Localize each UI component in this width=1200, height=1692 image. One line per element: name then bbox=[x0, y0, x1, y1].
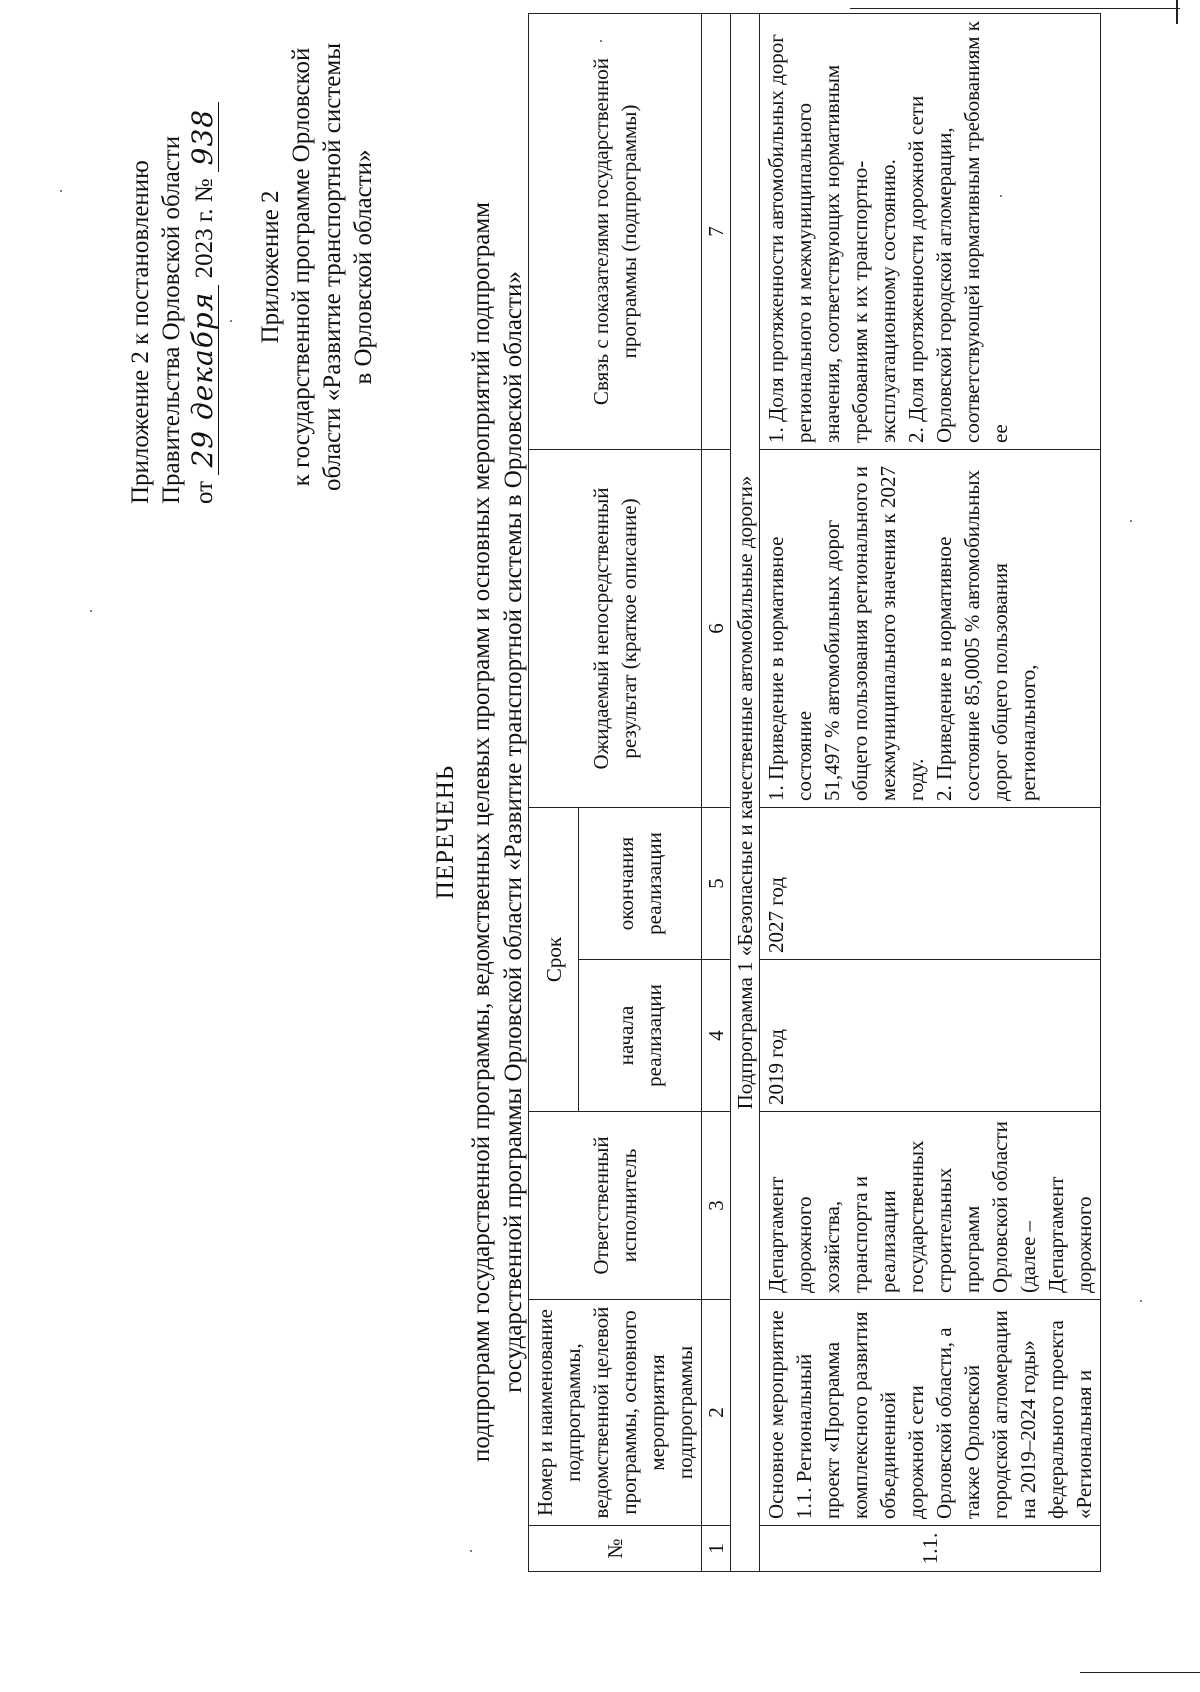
document-subtitle-line-1: подпрограмм государственной программы, ведомственных целевых программ и основных мероприятий подпрограмм bbox=[468, 202, 495, 1462]
handwritten-date: 29 декабря bbox=[187, 285, 219, 475]
column-number: 2 bbox=[702, 1300, 731, 1526]
column-number: 4 bbox=[702, 960, 731, 1112]
header-term: Срок bbox=[529, 808, 579, 1112]
column-number: 1 bbox=[702, 1526, 731, 1572]
header-end: окончания реализации bbox=[579, 808, 702, 960]
header-executor: Ответственный исполнитель bbox=[529, 1112, 702, 1300]
row-name: Основное мероприятие 1.1. Региональный проект «Программа комплексного развития объединенной дорожной сети Орловской области, а также Орловской городской агломерации на 2019–2024 годы» федерального проекта «Региональная и bbox=[760, 1300, 1101, 1526]
column-numbers-row bbox=[702, 14, 731, 1572]
row-start: 2019 год bbox=[760, 960, 1101, 1112]
resolution-header bbox=[125, 34, 220, 504]
document-title-block bbox=[430, 172, 530, 1492]
header-no: № bbox=[529, 1526, 702, 1572]
column-number: 6 bbox=[702, 450, 731, 808]
row-result: 1. Приведение в нормативное состояние 51,497 % автомобильных дорог общего пользования регионального и межмуниципального значения к 2027 году. 2. Приведение в нормативное состояние 85,0005 % автомобильных дорог общего пользования регионального, bbox=[760, 450, 1101, 808]
column-number: 5 bbox=[702, 808, 731, 960]
row-link: 1. Доля протяженности автомобильных дорог регионального и межмуниципального значения, соответствующих нормативным требованиям к их транспортно-эксплуатационному состоянию. 2. Доля протяженности дорожной сети Орловской городской агломерации, соответствующей нормативным требованиям к ее bbox=[760, 14, 1101, 450]
header-line-1: Приложение 2 к постановлению bbox=[127, 160, 154, 504]
row-executor: Департамент дорожного хозяйства, транспорта и реализации государственных строительных программ Орловской области (далее – Департамент дорожного bbox=[760, 1112, 1101, 1300]
subprogram-row bbox=[731, 14, 760, 1572]
row-number: 1.1. bbox=[760, 1526, 1101, 1572]
header-line-3 bbox=[187, 34, 220, 504]
header-start: начала реализации bbox=[579, 960, 702, 1112]
column-number: 3 bbox=[702, 1112, 731, 1300]
appendix-line-3: области «Развитие транспортной системы bbox=[319, 42, 346, 492]
appendix-header bbox=[255, 32, 379, 502]
header-line-2: Правительства Орловской области bbox=[158, 135, 185, 504]
appendix-line-2: к государственной программе Орловской bbox=[288, 47, 315, 487]
header-result: Ожидаемый непосредственный результат (краткое описание) bbox=[529, 450, 702, 808]
header-name: Номер и наименование подпрограммы, ведомственной целевой программы, основного мероприятия подпрограммы bbox=[529, 1300, 702, 1526]
row-end: 2027 год bbox=[760, 808, 1101, 960]
header-from: от bbox=[191, 480, 218, 504]
document-subtitle-line-2: государственной программы Орловской области «Развитие транспортной системы в Орловской области» bbox=[500, 271, 527, 1393]
column-number: 7 bbox=[702, 14, 731, 450]
appendix-line-4: в Орловской области» bbox=[350, 149, 377, 385]
table-header-row bbox=[529, 14, 579, 1572]
appendix-line-1: Приложение 2 bbox=[257, 190, 284, 344]
table-row bbox=[760, 14, 1101, 1572]
header-year: 2023 г. № bbox=[191, 178, 218, 279]
programs-table bbox=[528, 13, 1101, 1572]
handwritten-number: 938 bbox=[187, 102, 219, 172]
header-link: Связь с показателями государственной программы (подпрограммы) bbox=[529, 14, 702, 450]
document-title: ПЕРЕЧЕНЬ bbox=[432, 764, 459, 900]
subprogram-title: Подпрограмма 1 «Безопасные и качественные автомобильные дороги» bbox=[731, 14, 760, 1572]
